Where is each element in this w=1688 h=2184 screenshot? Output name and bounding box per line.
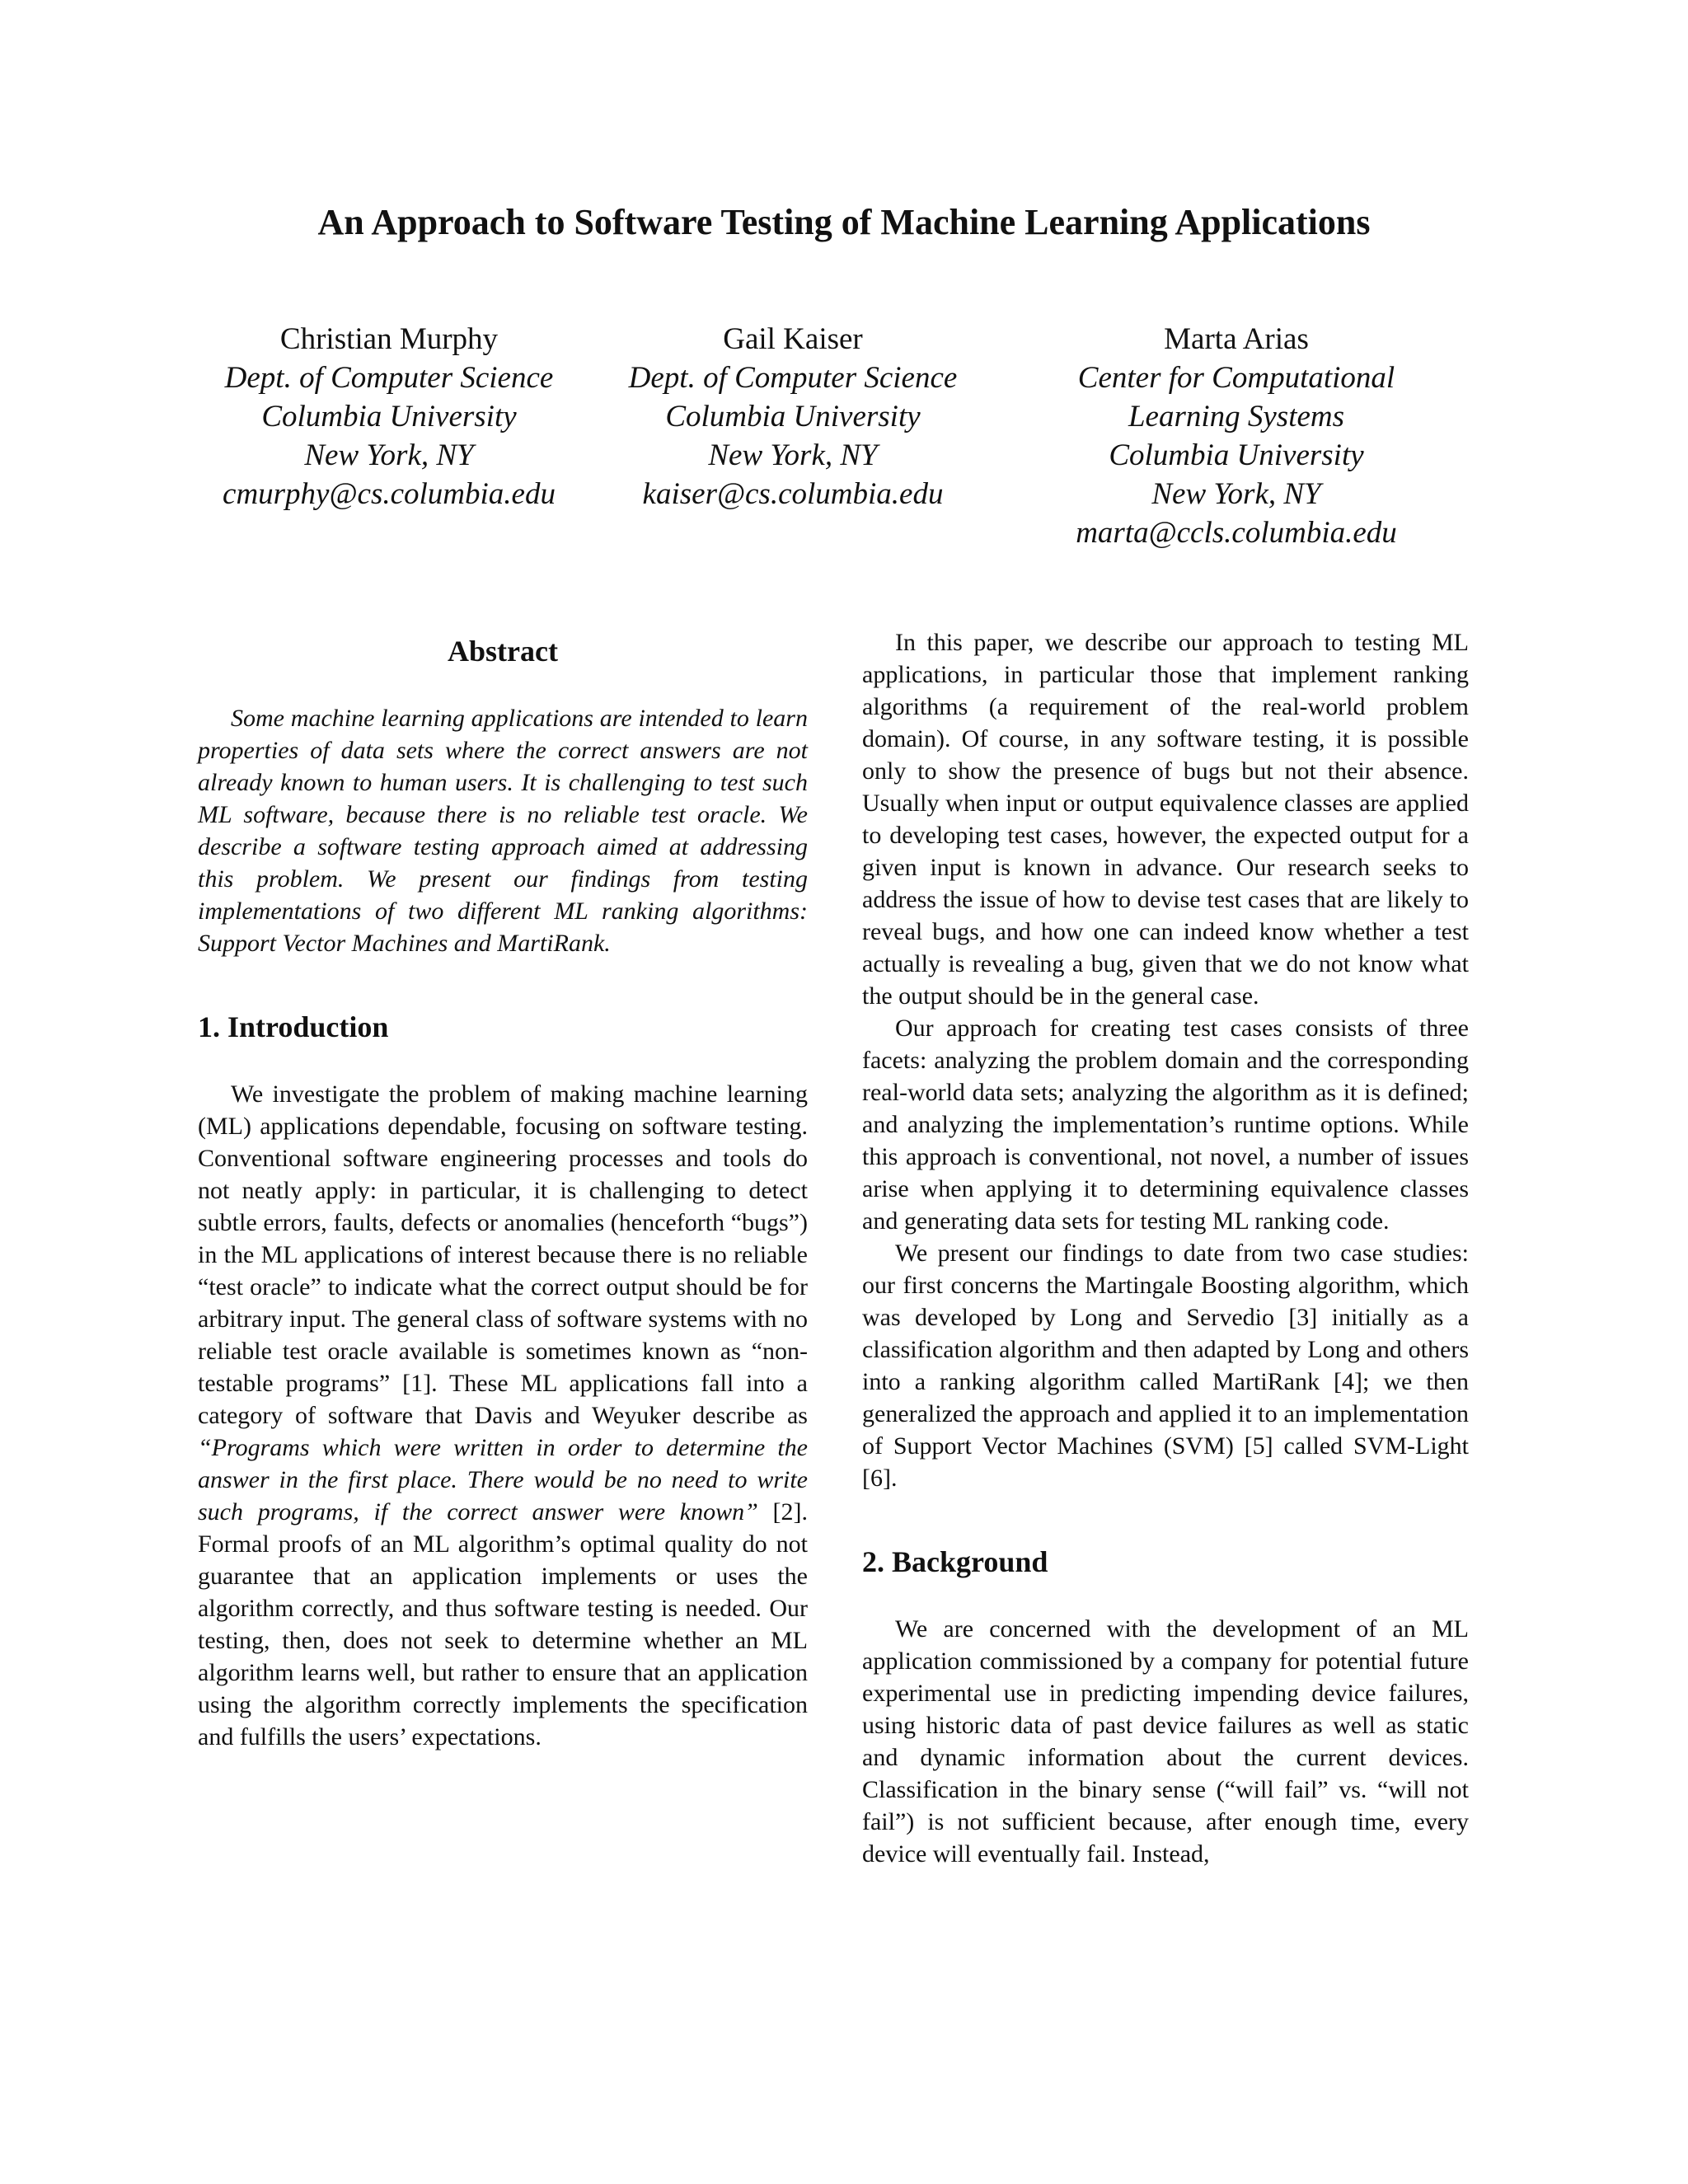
- intro-text-part-1: We investigate the problem of making machine learning (ML) applications dependable, focusing on software testing. Conventional software engineering processes and tools do not neatly apply: in particular, it is challenging to detect subtle errors, faults, defects or anomalies (henceforth “bugs”) in the ML applications of interest because there is no reliable “test oracle” to indicate what the correct output should be for arbitrary input. The general class of software systems with no reliable test oracle available is sometimes known as “non-testable programs” [1]. These ML applications fall into a category of software that Davis and Weyuker describe as: [198, 1080, 808, 1429]
- author-block-2: [579, 320, 1007, 513]
- author-affiliation: Columbia University: [261, 400, 517, 434]
- introduction-heading: 1. Introduction: [198, 1010, 389, 1043]
- author-affiliation: Dept. of Computer Science: [224, 361, 554, 395]
- body-paragraph: Our approach for creating test cases consists of three facets: analyzing the problem domain and the corresponding real-world data sets; analyzing the algorithm as it is defined; and analyzing the implementation’s runtime options. While this approach is conventional, not novel, a number of issues arise when applying it to determining equivalence classes and generating data sets for testing ML ranking code.: [862, 1015, 1469, 1235]
- author-name: Gail Kaiser: [723, 322, 863, 356]
- author-name: Marta Arias: [1164, 322, 1309, 356]
- paper-title: An Approach to Software Testing of Machine Learning Applications: [317, 202, 1371, 242]
- author-name: Christian Murphy: [279, 322, 499, 356]
- author-affiliation: New York, NY: [708, 438, 878, 472]
- author-affiliation: Dept. of Computer Science: [628, 361, 958, 395]
- right-column: [862, 626, 1469, 1870]
- background-paragraph: We are concerned with the development of an ML application commissioned by a company for potential future experimental use in predicting impending device failures, using historic data of past device failures as well as static and dynamic information about the current devices. Classification in the binary sense (“will fail” vs. “will not fail”) is not sufficient because, after enough time, every device will eventually fail. Instead,: [862, 1615, 1469, 1868]
- intro-quote: “Programs which were written in order to determine the answer in the first place. There would be no need to write such programs, if the correct answer were known”: [198, 1434, 808, 1526]
- left-column: [198, 626, 808, 1753]
- author-affiliation: Columbia University: [665, 400, 921, 434]
- author-block-1: [175, 320, 603, 513]
- author-affiliation: Columbia University: [1109, 438, 1364, 472]
- author-affiliation: Center for Computational: [1077, 361, 1395, 395]
- author-email: marta@ccls.columbia.edu: [1076, 516, 1397, 550]
- intro-text-part-2: [2]. Formal proofs of an ML algorithm’s optimal quality do not guarantee that an application implements or uses the algorithm correctly, and thus software testing is needed. Our testing, then, does not seek to determine whether an ML algorithm learns well, but rather to ensure that an application using the algorithm correctly implements the specification and fulfills the users’ expectations.: [198, 1498, 808, 1750]
- background-heading: 2. Background: [862, 1545, 1048, 1578]
- introduction-paragraph: [198, 1078, 808, 1753]
- author-affiliation: New York, NY: [1151, 477, 1321, 511]
- author-block-3: [1022, 320, 1451, 552]
- author-affiliation: Learning Systems: [1128, 400, 1345, 434]
- abstract-heading: Abstract: [448, 635, 558, 668]
- author-email: kaiser@cs.columbia.edu: [642, 477, 944, 511]
- body-paragraph: In this paper, we describe our approach to testing ML applications, in particular those that implement ranking algorithms (a requirement of the real-world problem domain). Of course, in any software testing, it is possible only to show the presence of bugs but not their absence. Usually when input or output equivalence classes are applied to developing test cases, however, the expected output for a given input is known in advance. Our research seeks to address the issue of how to devise test cases that are likely to reveal bugs, and how one can indeed know whether a test actually is revealing a bug, given that we do not know what the output should be in the general case.: [862, 629, 1469, 1010]
- abstract-text: Some machine learning applications are intended to learn properties of data sets where the correct answers are not already known to human users. It is challenging to test such ML software, because there is no reliable test oracle. We describe a software testing approach aimed at addressing this problem. We present our findings from testing implementations of two different ML ranking algorithms: Support Vector Machines and MartiRank.: [198, 705, 808, 957]
- author-email: cmurphy@cs.columbia.edu: [223, 477, 556, 511]
- body-paragraph: We present our findings to date from two case studies: our first concerns the Martingale Boosting algorithm, which was developed by Long and Servedio [3] initially as a classification algorithm and then adapted by Long and others into a ranking algorithm called MartiRank [4]; we then generalized the approach and applied it to an implementation of Support Vector Machines (SVM) [5] called SVM-Light [6].: [862, 1240, 1469, 1492]
- author-affiliation: New York, NY: [304, 438, 474, 472]
